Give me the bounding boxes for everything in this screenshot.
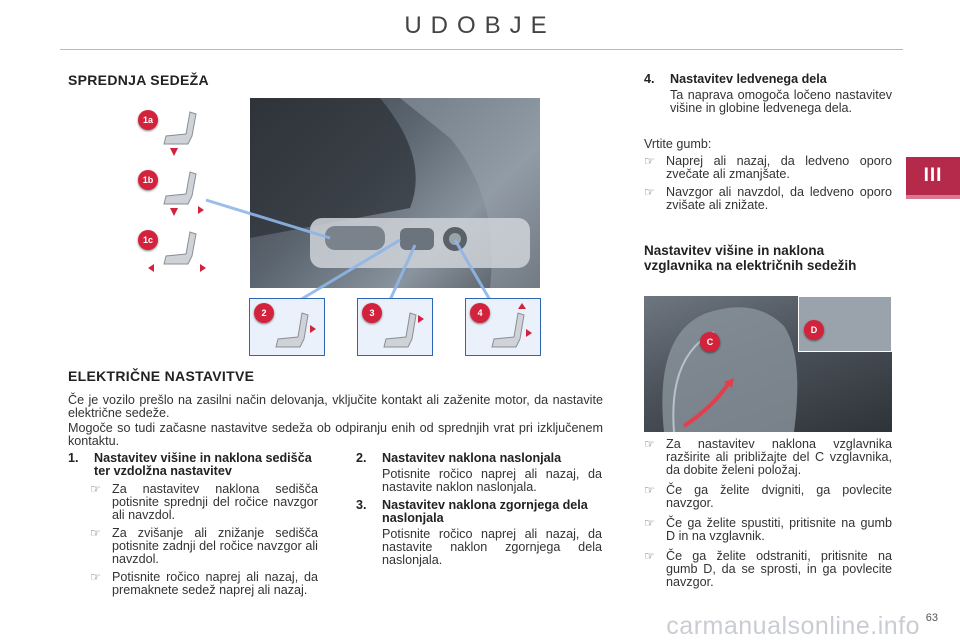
item-2 [356, 452, 602, 494]
section-heading-front-seats: SPREDNJA SEDEŽA [68, 72, 209, 88]
item-1-number: 1. [68, 451, 79, 465]
item-1-bullet: ☞ Za zvišanje ali znižanje sedišča potisnite zadnji del ročice navzgor ali navzdol. [90, 526, 318, 566]
item-4-title: Nastavitev ledvenega dela [670, 72, 827, 86]
item-4-text: Ta naprava omogoča ločeno nastavitev višine in globine ledvenega dela. [670, 88, 892, 115]
pointing-hand-icon: ☞ [644, 549, 655, 563]
headrest-bullet: ☞ Za nastavitev naklona vzglavnika razširite ali približajte del C vzglavnika, da dobite želeni položaj. [644, 437, 892, 477]
pointing-hand-icon: ☞ [644, 483, 655, 497]
callout-1c: 1c [138, 230, 158, 250]
headrest-bullet: ☞ Če ga želite dvigniti, ga povlecite navzgor. [644, 483, 892, 510]
callout-4: 4 [470, 303, 490, 323]
callout-D: D [804, 320, 824, 340]
item-1 [68, 452, 318, 597]
callout-1b: 1b [138, 170, 158, 190]
section-heading-headrest: Nastavitev višine in naklona vzglavnika na električnih sedežih [644, 243, 857, 273]
headrest-bullet: ☞ Če ga želite odstraniti, pritisnite na gumb D, da se sprosti, in ga povlecite navzgor. [644, 549, 892, 589]
thumbnail-3 [357, 298, 433, 356]
item-2-text: Potisnite ročico naprej ali nazaj, da nastavite naklon naslonjala. [382, 467, 602, 494]
item-1-bullet: ☞ Za nastavitev naklona sedišča potisnite sprednji del ročice navzgor ali navzdol. [90, 482, 318, 522]
pointing-hand-icon: ☞ [90, 570, 101, 584]
turn-knob-list [644, 155, 892, 212]
callout-C: C [700, 332, 720, 352]
watermark: carmanualsonline.info [666, 612, 920, 640]
pointing-hand-icon: ☞ [644, 154, 655, 168]
item-1-bullet: ☞ Potisnite ročico naprej ali nazaj, da premaknete sedež naprej ali nazaj. [90, 570, 318, 597]
electric-intro-2: Mogoče so tudi začasne nastavitve sedeža ob odpiranju enih od sprednjih vrat pri izključenem kontaktu. [68, 421, 603, 448]
callout-1a: 1a [138, 110, 158, 130]
thumbnail-4 [465, 298, 541, 356]
callout-3: 3 [362, 303, 382, 323]
turn-knob-label: Vrtite gumb: [644, 137, 712, 151]
item-4 [644, 73, 892, 115]
item-3-number: 3. [356, 498, 367, 512]
chapter-tab[interactable]: III [906, 157, 960, 195]
item-2-number: 2. [356, 451, 367, 465]
item-2-title: Nastavitev naklona naslonjala [382, 451, 562, 465]
pointing-hand-icon: ☞ [90, 526, 101, 540]
callout-2: 2 [254, 303, 274, 323]
item-4-number: 4. [644, 72, 655, 86]
pointing-hand-icon: ☞ [90, 482, 101, 496]
page-number: 63 [925, 612, 938, 624]
item-3-title: Nastavitev naklona zgornjega dela naslonjala [382, 498, 588, 525]
headrest-list [644, 438, 892, 589]
thumbnail-2 [249, 298, 325, 356]
pointing-hand-icon: ☞ [644, 185, 655, 199]
item-1-title: Nastavitev višine in naklona sedišča ter vzdolžna nastavitev [94, 451, 312, 478]
pointing-hand-icon: ☞ [644, 516, 655, 530]
pointing-hand-icon: ☞ [644, 437, 655, 451]
item-3 [356, 499, 602, 567]
headrest-bullet: ☞ Če ga želite spustiti, pritisnite na gumb D in na vzglavnik. [644, 516, 892, 543]
section-heading-electric: ELEKTRIČNE NASTAVITVE [68, 368, 255, 384]
turn-knob-bullet: ☞ Naprej ali nazaj, da ledveno oporo zvečate ali zmanjšate. [644, 154, 892, 181]
page-title: UDOBJE [404, 12, 556, 39]
turn-knob-bullet: ☞ Navzgor ali navzdol, da ledveno oporo zvišate ali znižate. [644, 185, 892, 212]
electric-intro-1: Če je vozilo prešlo na zasilni način delovanja, vključite kontakt ali zaženite motor, da nastavite električne sedeže. [68, 393, 603, 420]
item-3-text: Potisnite ročico naprej ali nazaj, da nastavite naklon zgornjega dela naslonjala. [382, 527, 602, 567]
headrest-photo [644, 296, 892, 432]
